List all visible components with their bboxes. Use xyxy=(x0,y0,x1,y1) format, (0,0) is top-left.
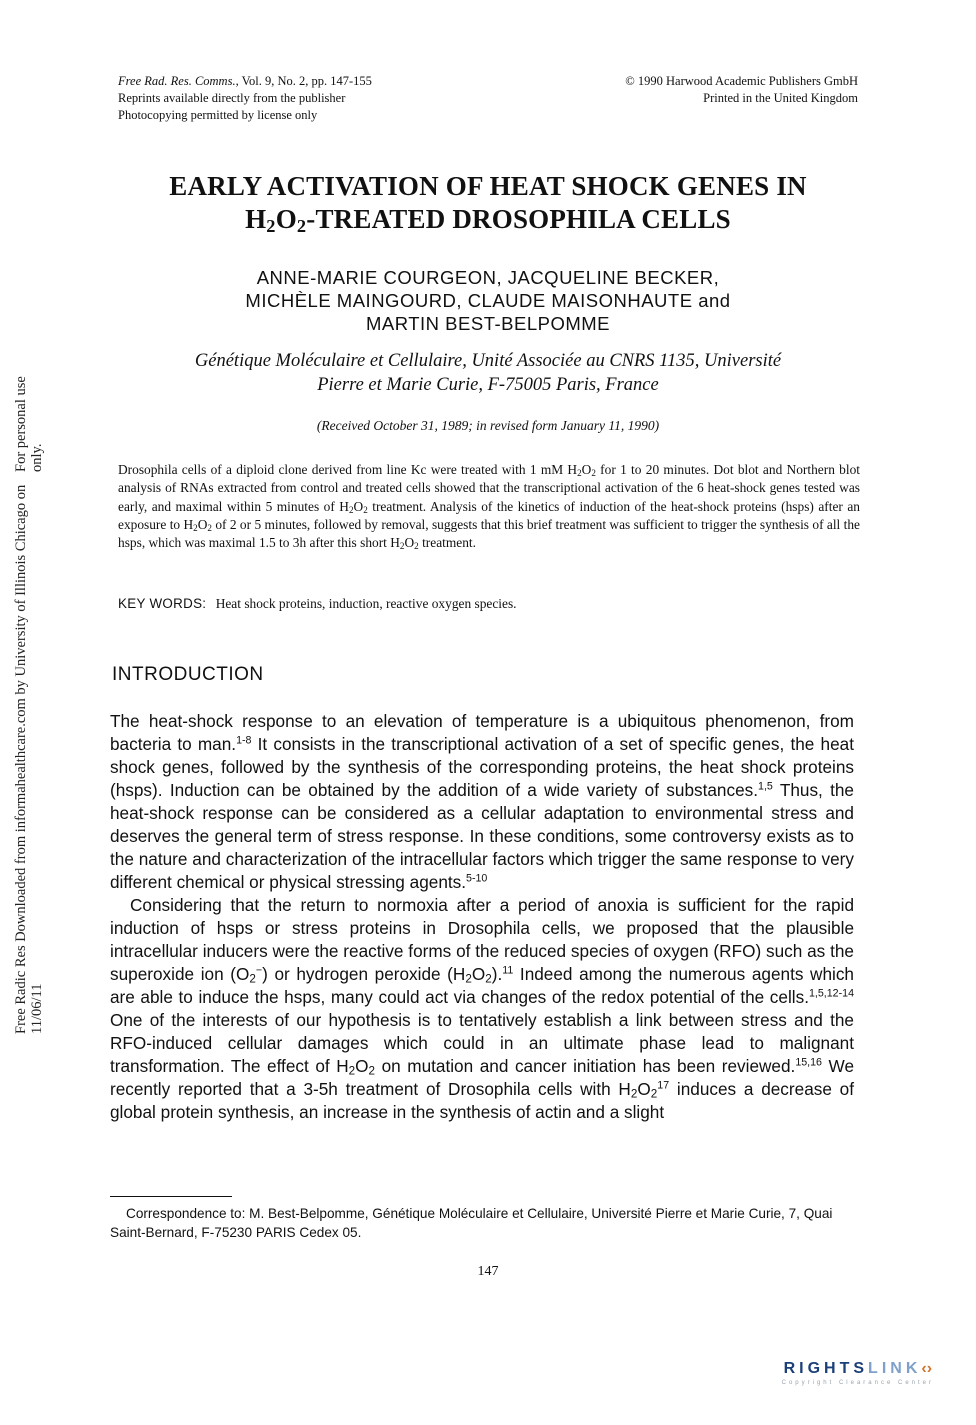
reprints-note: Reprints available directly from the publisher xyxy=(118,91,346,105)
journal-header-right xyxy=(625,73,858,107)
introduction-body xyxy=(110,710,854,1124)
page-number: 147 xyxy=(477,1264,499,1279)
section-heading: INTRODUCTION xyxy=(112,664,264,685)
keywords-label: KEY WORDS: xyxy=(118,596,207,611)
keywords xyxy=(118,596,517,612)
photocopying-note: Photocopying permitted by license only xyxy=(118,108,318,122)
intro-paragraph-1: The heat-shock response to an elevation of temperature is a ubiquitous phenomenon, from bacteria to man.$^{1-8}$ It consists in the transcriptional activation of a set of specific genes, the heat shock genes, followed by the synthesis of the corresponding proteins, the heat shock proteins (hsps). Induction can be obtained by the addition of a wide variety of substances.$^{1,5}$ Thus, the heat-shock response can be considered as a cellular adaptation to environmental stress and deserves the general term of stress response. In these conditions, some controversy exists as to the nature and characterization of the intracellular factors which trigger the same response to very different chemical or physical stressing agents.$^{5-10}$ xyxy=(110,711,854,892)
keywords-text: Heat shock proteins, induction, reactive oxygen species. xyxy=(215,596,517,611)
received-dates: (Received October 31, 1989; in revised form January 11, 1990) xyxy=(316,418,660,433)
journal-citation: Free Rad. Res. Comms., Vol. 9, No. 2, pp. 147-155 xyxy=(118,74,372,88)
copyright-icon: © xyxy=(625,74,635,88)
rightslink-logo[interactable]: RIGHTSLINK‹› Copyright Clearance Center xyxy=(781,1360,934,1386)
author-list: ANNE-MARIE COURGEON, JACQUELINE BECKER, MICHÈLE MAINGOURD, CLAUDE MAISONHAUTE and MARTIN BEST-BELPOMME xyxy=(245,267,731,334)
abstract: Drosophila cells of a diploid clone derived from line Kc were treated with 1 mM $H_2O_2$ for 1 to 20 minutes. Dot blot and Northern blot analysis of RNAs extracted from control and treated cells showed that the transcriptional activation of the 6 heat-shock genes tested was early, and maximal within 5 minutes of $H_2O_2$ treatment. Analysis of the kinetics of induction of the heat-shock proteins (hsps) after an exposure to $H_2O_2$ of 2 or 5 minutes, followed by removal, suggests that this brief treatment was sufficient to trigger the synthesis of all the hsps, which was maximal 1.5 to 3h after this short $H_2O_2$ treatment. xyxy=(118,462,861,552)
printed-note: Printed in the United Kingdom xyxy=(703,91,858,105)
intro-paragraph-2: Considering that the return to normoxia after a period of anoxia is sufficient for the rapid induction of hsps or stress proteins in Drosophila cells, we proposed that the plausible intracellular inducers were the reactive forms of the reduced species of oxygen (RFO) such as the superoxide ion $(O_2^-)$ or hydrogen peroxide $(H_2O_2).^{11}$ Indeed among the numerous agents which are able to induce the hsps, many could act via changes of the redox potential of the cells.$^{1,5,12-14}$ One of the interests of our hypothesis is to tentatively establish a link between stress and the RFO-induced cellular damages which could in an ultimate phase lead to malignant transformation. The effect of $H_2O_2$ on mutation and cancer initiation has been reviewed.$^{15,16}$ We recently reported that a 3-5h treatment of Drosophila cells with $H_2O_2^{17}$ induces a decrease of global protein synthesis, an increase in the synthesis of actin and a slight xyxy=(110,895,855,1122)
download-watermark: Free Radic Res Downloaded from informahealthcare.com by University of Illinois Chicago on 11/06/11 For personal use only. xyxy=(13,376,45,1034)
correspondence-footnote: Correspondence to: M. Best-Belpomme, Génétique Moléculaire et Cellulaire, Université Pierre et Marie Curie, 7, Quai Saint-Bernard, F-75230 PARIS Cedex 05. xyxy=(110,1206,833,1240)
rightslink-arrows-icon: ‹› xyxy=(921,1360,933,1377)
affiliation: Génétique Moléculaire et Cellulaire, Unité Associée au CNRS 1135, Université Pierre et Marie Curie, F-75005 Paris, France xyxy=(194,351,782,395)
journal-header-left xyxy=(118,73,372,124)
paper-title: EARLY ACTIVATION OF HEAT SHOCK GENES IN $H_2O_2$-TREATED DROSOPHILA CELLS xyxy=(169,171,807,237)
copyright-line: © 1990 Harwood Academic Publishers GmbH xyxy=(625,74,858,88)
footnote-divider xyxy=(110,1196,232,1197)
